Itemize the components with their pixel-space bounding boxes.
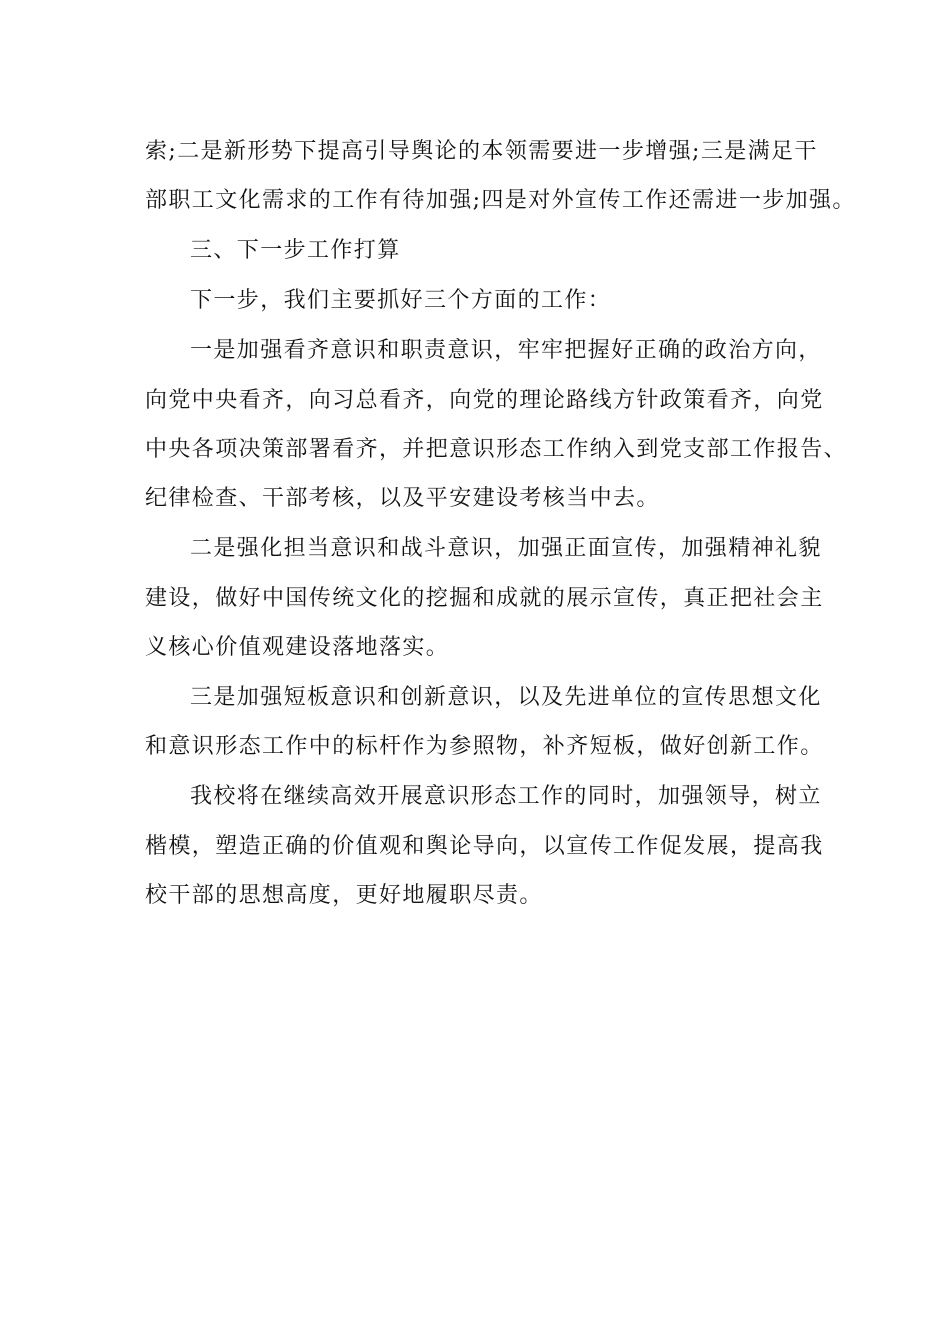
paragraph-line: 二是强化担当意识和战斗意识，加强正面宣传，加强精神礼貌 bbox=[190, 536, 822, 561]
text-line: 部职工文化需求的工作有待加强;四是对外宣传工作还需进一步加强。 bbox=[145, 188, 856, 213]
text-line: 建设，做好中国传统文化的挖掘和成就的展示宣传，真正把社会主 bbox=[145, 586, 824, 611]
text-line: 索;二是新形势下提高引导舆论的本领需要进一步增强;三是满足干 bbox=[145, 139, 818, 164]
paragraph-line: 一是加强看齐意识和职责意识，牢牢把握好正确的政治方向， bbox=[190, 338, 822, 363]
paragraph-line: 我校将在继续高效开展意识形态工作的同时，加强领导，树立 bbox=[190, 784, 822, 809]
text-line: 纪律检查、干部考核，以及平安建设考核当中去。 bbox=[145, 486, 660, 511]
paragraph-line: 三是加强短板意识和创新意识，以及先进单位的宣传思想文化 bbox=[190, 685, 822, 710]
text-line: 和意识形态工作中的标杆作为参照物，补齐短板，做好创新工作。 bbox=[145, 734, 824, 759]
text-line: 中央各项决策部署看齐，并把意识形态工作纳入到党支部工作报告、 bbox=[145, 437, 848, 462]
paragraph-intro: 下一步，我们主要抓好三个方面的工作： bbox=[190, 288, 612, 313]
section-heading: 三、下一步工作打算 bbox=[190, 238, 401, 263]
text-line: 向党中央看齐，向习总看齐，向党的理论路线方针政策看齐，向党 bbox=[145, 388, 824, 413]
text-line: 楷模，塑造正确的价值观和舆论导向，以宣传工作促发展，提高我 bbox=[145, 834, 824, 859]
text-line: 义核心价值观建设落地落实。 bbox=[145, 635, 450, 660]
text-line: 校干部的思想高度，更好地履职尽责。 bbox=[145, 883, 543, 908]
